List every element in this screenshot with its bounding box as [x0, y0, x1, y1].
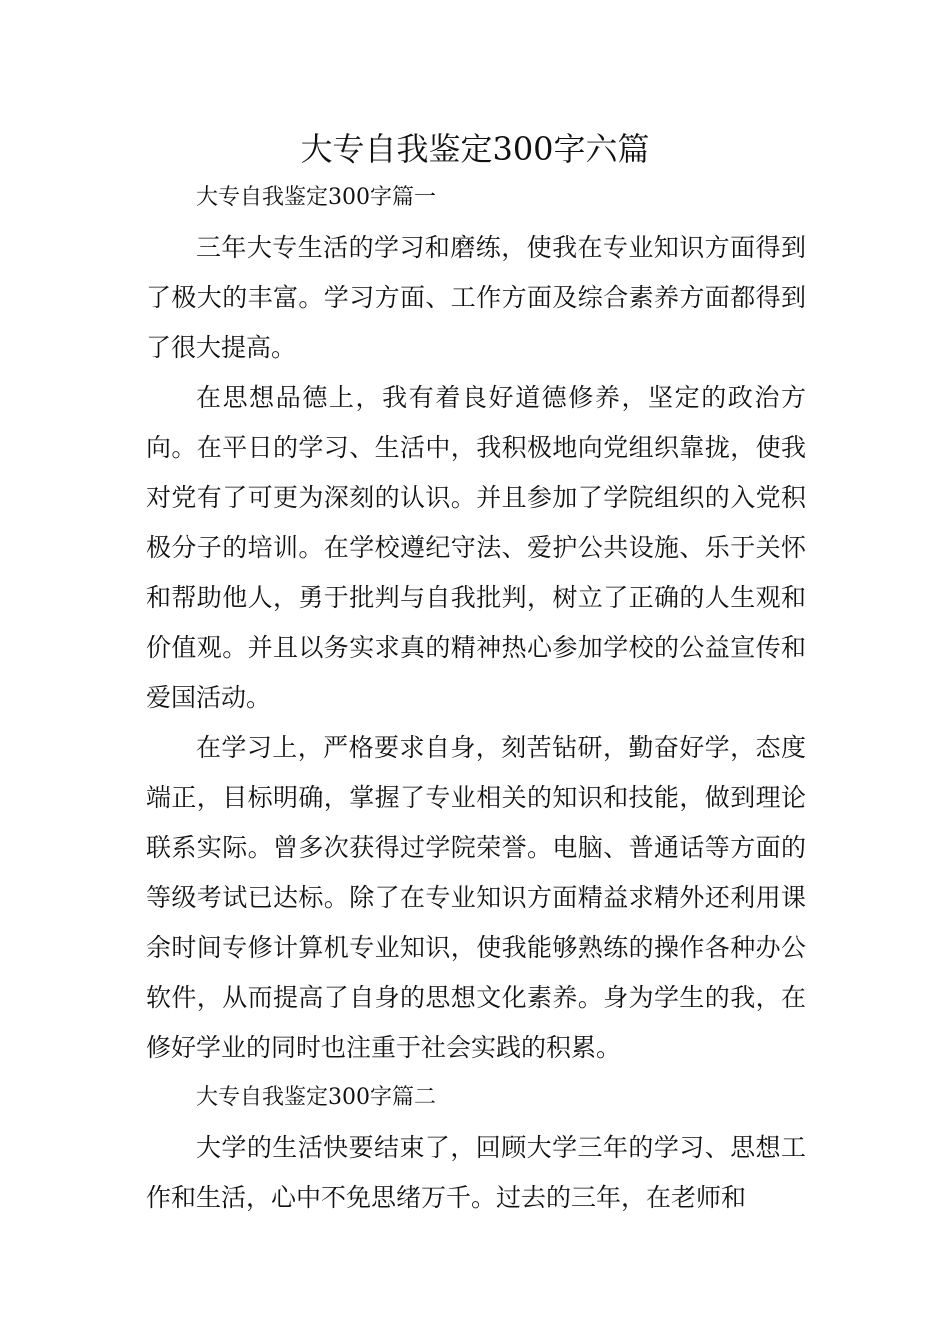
document-body [146, 173, 806, 1223]
section-1 [146, 173, 806, 1073]
paragraph: 三年大专生活的学习和磨练，使我在专业知识方面得到了极大的丰富。学习方面、工作方面及综合素养方面都得到了很大提高。 [146, 233, 806, 362]
section-2 [146, 1073, 806, 1223]
section-heading: 大专自我鉴定300字篇二 [196, 1085, 436, 1110]
document-title: 大专自我鉴定300字六篇 [300, 130, 650, 168]
section-heading: 大专自我鉴定300字篇一 [196, 185, 436, 210]
paragraph: 在思想品德上，我有着良好道德修养，坚定的政治方向。在平日的学习、生活中，我积极地向党组织靠拢，使我对党有了可更为深刻的认识。并且参加了学院组织的入党积极分子的培训。在学校遵纪守法、爱护公共设施、乐于关怀和帮助他人，勇于批判与自我批判，树立了正确的人生观和价值观。并且以务实求真的精神热心参加学校的公益宣传和爱国活动。 [146, 383, 806, 712]
paragraph: 在学习上，严格要求自身，刻苦钻研，勤奋好学，态度端正，目标明确，掌握了专业相关的知识和技能，做到理论联系实际。曾多次获得过学院荣誉。电脑、普通话等方面的等级考试已达标。除了在专业知识方面精益求精外还利用课余时间专修计算机专业知识，使我能够熟练的操作各种办公软件，从而提高了自身的思想文化素养。身为学生的我，在修好学业的同时也注重于社会实践的积累。 [146, 733, 806, 1062]
paragraph: 大学的生活快要结束了，回顾大学三年的学习、思想工作和生活，心中不免思绪万千。过去的三年，在老师和 [146, 1133, 806, 1212]
